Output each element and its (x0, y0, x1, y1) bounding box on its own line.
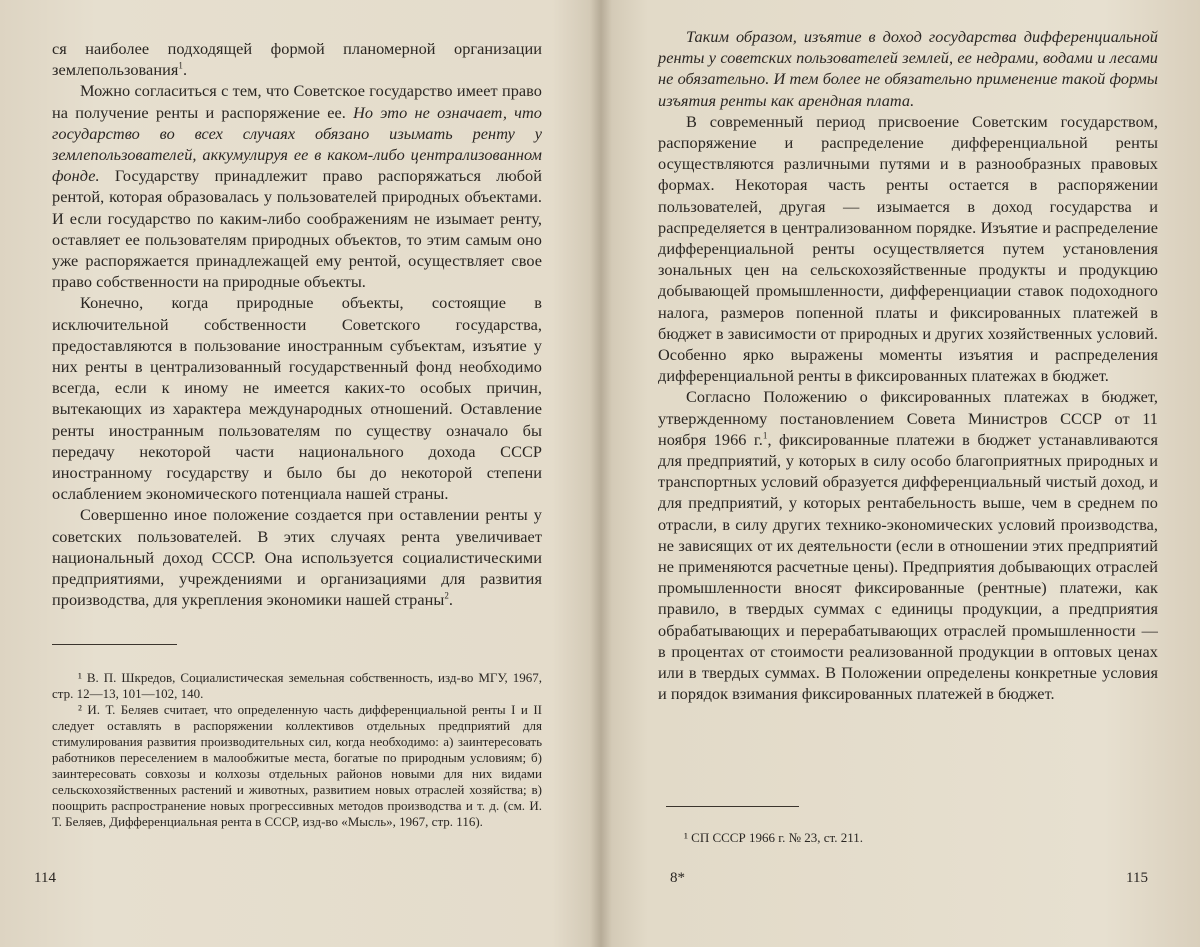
paragraph: ся наиболее подходящей формой планомерной организации землепользования$^1$. (52, 39, 542, 80)
right-footnotes (658, 830, 1158, 846)
page-number: 115 (1126, 870, 1148, 886)
paragraph: Можно согласиться с тем, что Советское государство имеет право на получение ренты и распоряжение ее. Но это не означает, что государство во всех случаях обязано изымать ренту у землепользователей, аккумулируя ее в каком-либо централизованном фонде. Государству принадлежит право распоряжаться любой рентой, которая образовалась у пользователей природных объектами. И если государство по каким-либо соображениям не изымает ренту, оставляет ее пользователям природных объектов, то этим самым оно уже распоряжается принадлежащей ему рентой, осуществляет свое право собственности на природные объекты. (52, 81, 542, 292)
paragraph: Согласно Положению о фиксированных платежах в бюджет, утвержденному постановлением Совета Министров СССР от 11 ноября 1966 г.$^1$, фиксированные платежи в бюджет устанавливаются для предприятий, у которых в силу особо благоприятных природных и транспортных условий образуется дифференциальный чистый доход, и для предприятий, у которых рентабельность выше, чем в среднем по отрасли, в силу других технико-экономических условий производства, не зависящих от их деятельности (если в отношении этих предприятий не применяются расчетные цены). Предприятия добывающих отраслей промышленности вносят фиксированные (рентные) платежи, как правило, в твердых суммах с единицы продукции, а предприятия обрабатывающих и перерабатывающих отраслей промышленности — в процентах от стоимости реализованной продукции в оптовых ценах или в твердых суммах. В Положении определены конкретные условия и порядок взимания фиксированных платежей в бюджет. (658, 387, 1158, 704)
right-page (600, 0, 1200, 947)
italic-emphasis: Но это не означает, что государство во всех случаях обязано изымать ренту у землепользователей, аккумулируя ее в каком-либо централизованном фонде. (52, 102, 542, 186)
footnote-mark: 1 (762, 430, 768, 441)
footnote-rule (666, 806, 799, 807)
footnote-rule (52, 644, 177, 645)
signature-mark: 8* (670, 870, 685, 886)
paragraph: Совершенно иное положение создается при оставлении ренты у советских пользователей. В этих случаях рента увеличивает национальный доход СССР. Она используется социалистическими предприятиями, учреждениями и организациями для развития производства, для укрепления экономики нашей страны$^2$. (52, 505, 542, 610)
paragraph: Таким образом, изъятие в доход государства дифференциальной ренты у советских пользователей землей, ее недрами, водами и лесами не обязательно. И тем более не обязательно применение такой формы изъятия ренты как арендная плата. (658, 27, 1158, 110)
footnote-mark: 2 (444, 590, 449, 601)
page-number: 114 (34, 870, 56, 886)
left-page-body (52, 38, 542, 610)
footnote: ¹ СП СССР 1966 г. № 23, ст. 211. (684, 830, 863, 845)
paragraph: В современный период присвоение Советским государством, распоряжение и распределение дифференциальной ренты осуществляются различными путями и в разнообразных правовых формах. Некоторая часть ренты остается в распоряжении пользователей, другая — изымается в доход государства и распределяется в централизованном порядке. Изъятие и распределение дифференциальной ренты осуществляется путем установления зональных цен на сельскохозяйственные продукты и продукцию добывающей промышленности, дифференциации ставок подоходного налога, размеров попенной платы и фиксированных платежей в бюджет в зависимости от природных и других хозяйственных условий. Особенно ярко выражены моменты изъятия и распределения дифференциальной ренты в фиксированных платежах в бюджет. (658, 111, 1158, 386)
footnote: ² И. Т. Беляев считает, что определенную часть дифференциальной ренты I и II следует оставлять в распоряжении коллективов отдельных предприятий для стимулирования развития производительных сил, когда необходимо: а) заинтересовать работников переселением в малообжитые места, богатые по природным условиям; б) заинтересовать совхозы и колхозы отдельных районов новыми для них видами сельскохозяйственных растений и животных, развитием новых отраслей хозяйства; в) поощрить распространение новых прогрессивных методов производства и т. д. (см. И. Т. Беляев, Дифференциальная рента в СССР, изд-во «Мысль», 1967, стр. 116). (52, 702, 542, 829)
footnote: ¹ В. П. Шкредов, Социалистическая земельная собственность, изд-во МГУ, 1967, стр. 12—13, 101—102, 140. (52, 670, 542, 701)
paragraph: Конечно, когда природные объекты, состоящие в исключительной собственности Советского государства, предоставляются в пользование иностранным субъектам, изъятие у них ренты в централизованный государственный фонд необходимо всегда, если к иному не имеется каких-то особых причин, вытекающих из характера международных отношений. Оставление ренты иностранным пользователям по существу означало бы передачу некоторой части национального дохода СССР иностранному государству и было бы до некоторой степени ослаблением экономического потенциала нашей страны. (52, 293, 542, 504)
left-footnotes (52, 670, 542, 830)
right-page-body (658, 26, 1158, 705)
footnote-mark: 1 (178, 60, 183, 71)
